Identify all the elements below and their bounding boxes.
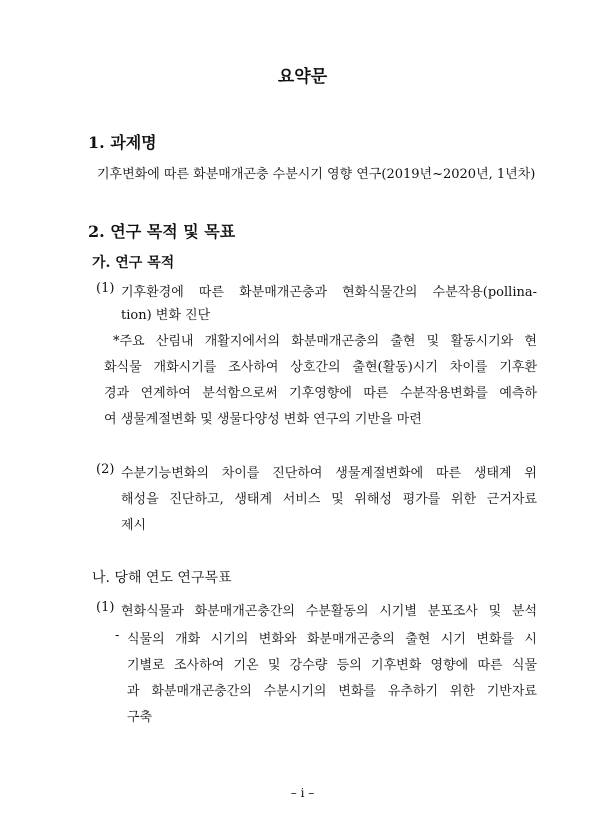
section-1-heading: 1. 과제명: [88, 133, 157, 152]
item-2-line-2: 해성을 진단하고, 생태계 서비스 및 위해성 평가를 위한 근거자료: [121, 492, 537, 507]
page-title: 요약문: [277, 67, 328, 87]
note-line-1: *주요 산림내 개활지에서의 화분매개곤충의 출현 및 활동시기와 현: [113, 334, 537, 349]
bullet-line-4: 구축: [127, 710, 153, 725]
page-number: – i –: [290, 786, 315, 800]
bullet-line-3: 과 화분매개곤충간의 수분시기의 변화를 유추하기 위한 기반자료: [127, 684, 537, 699]
item-1-number: (1): [96, 281, 115, 296]
bullet-dash: -: [115, 628, 120, 643]
item-2-number: (2): [96, 462, 115, 477]
subsection-a-heading: 가. 연구 목적: [92, 255, 175, 271]
note-line-2: 화식물 개화시기를 조사하여 상호간의 출현(활동)시기 차이를 기후환: [104, 360, 537, 375]
item-1-line-2: tion) 변화 진단: [121, 308, 211, 323]
bullet-line-2: 기별로 조사하여 기온 및 강수량 등의 기후변화 영향에 따른 식물: [127, 658, 537, 673]
item-2-line-3: 제시: [121, 518, 147, 533]
section-2-heading: 2. 연구 목적 및 목표: [88, 222, 236, 241]
bullet-line-1: 식물의 개화 시기의 변화와 화분매개곤충의 출현 시기 변화를 시: [127, 632, 537, 647]
note-line-3: 경과 연계하여 분석함으로써 기후영향에 따른 수분작용변화를 예측하: [104, 386, 537, 401]
item-1-line-1: 기후환경에 따른 화분매개곤충과 현화식물간의 수분작용(pollina-: [121, 285, 537, 300]
note-line-4: 여 생물계절변화 및 생물다양성 변화 연구의 기반을 마련: [104, 412, 422, 427]
goal-item-1-text: 현화식물과 화분매개곤충간의 수분활동의 시기별 분포조사 및 분석: [121, 604, 537, 619]
project-title-text: 기후변화에 따른 화분매개곤충 수분시기 영향 연구(2019년~2020년, 1년차): [97, 167, 536, 182]
item-2-line-1: 수분기능변화의 차이를 진단하여 생물계절변화에 따른 생태계 위: [121, 466, 537, 481]
goal-item-1-number: (1): [96, 600, 115, 615]
subsection-b-heading: 나. 당해 연도 연구목표: [92, 570, 232, 586]
